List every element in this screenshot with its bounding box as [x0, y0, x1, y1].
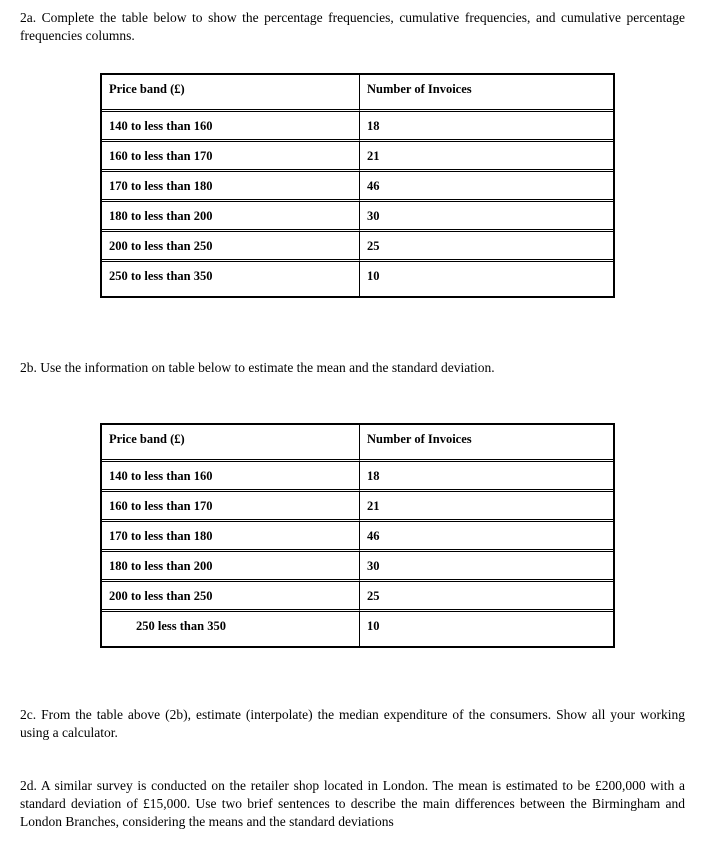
- price-band-cell: 180 to less than 200: [102, 202, 360, 232]
- price-band-cell: 200 to less than 250: [102, 232, 360, 262]
- question-2c-text: 2c. From the table above (2b), estimate (interpolate) the median expenditure of the consumers. Show all your working using a calculator.: [20, 707, 685, 740]
- table-row: [102, 172, 613, 202]
- invoice-count-cell: 18: [360, 112, 613, 142]
- table-row: [102, 612, 613, 646]
- price-band-cell: 140 to less than 160: [102, 462, 360, 492]
- invoice-count-cell: 46: [360, 172, 613, 202]
- question-2a-text: 2a. Complete the table below to show the percentage frequencies, cumulative frequencies, and cumulative percentage frequencies columns.: [20, 10, 685, 43]
- table-row: [102, 492, 613, 522]
- price-band-cell: 250 less than 350: [102, 612, 360, 646]
- header-number-of-invoices: Number of Invoices: [360, 425, 613, 462]
- price-band-cell: 160 to less than 170: [102, 142, 360, 172]
- table-row: [102, 112, 613, 142]
- table-row: [102, 262, 613, 296]
- table-row: [102, 142, 613, 172]
- table-row: [102, 462, 613, 492]
- price-band-cell: 170 to less than 180: [102, 172, 360, 202]
- header-number-of-invoices: Number of Invoices: [360, 75, 613, 112]
- table-row: [102, 582, 613, 612]
- invoice-count-cell: 21: [360, 492, 613, 522]
- table-header-row: [102, 75, 613, 112]
- price-band-cell: 200 to less than 250: [102, 582, 360, 612]
- invoice-count-cell: 25: [360, 582, 613, 612]
- question-2b-text: 2b. Use the information on table below to estimate the mean and the standard deviation.: [20, 360, 495, 375]
- invoice-count-cell: 10: [367, 619, 380, 633]
- price-band-cell: 180 to less than 200: [102, 552, 360, 582]
- question-2d-text: 2d. A similar survey is conducted on the retailer shop located in London. The mean is estimated to be £200,000 with a standard deviation of £15,000. Use two brief sentences to describe the main differences between the Birmingham and London Branches, considering the means and the standard deviations: [20, 778, 685, 829]
- invoice-count-cell: 21: [360, 142, 613, 172]
- table-row: [102, 522, 613, 552]
- price-band-cell: 160 to less than 170: [102, 492, 360, 522]
- invoice-count-cell: 30: [360, 202, 613, 232]
- table-header-row: [102, 425, 613, 462]
- header-price-band: Price band (£): [102, 75, 360, 112]
- table-row: [102, 202, 613, 232]
- header-price-band: Price band (£): [102, 425, 360, 462]
- price-band-cell: 250 to less than 350: [102, 262, 360, 296]
- table-invoices-2b: [100, 423, 615, 648]
- invoice-count-cell: 30: [360, 552, 613, 582]
- price-band-cell: 170 to less than 180: [102, 522, 360, 552]
- invoice-count-cell: 46: [360, 522, 613, 552]
- invoice-count-cell: 25: [360, 232, 613, 262]
- invoice-count-cell: 10: [367, 269, 380, 283]
- price-band-cell: 140 to less than 160: [102, 112, 360, 142]
- table-invoices-2a: [100, 73, 615, 298]
- table-row: [102, 552, 613, 582]
- table-row: [102, 232, 613, 262]
- invoice-count-cell: 18: [360, 462, 613, 492]
